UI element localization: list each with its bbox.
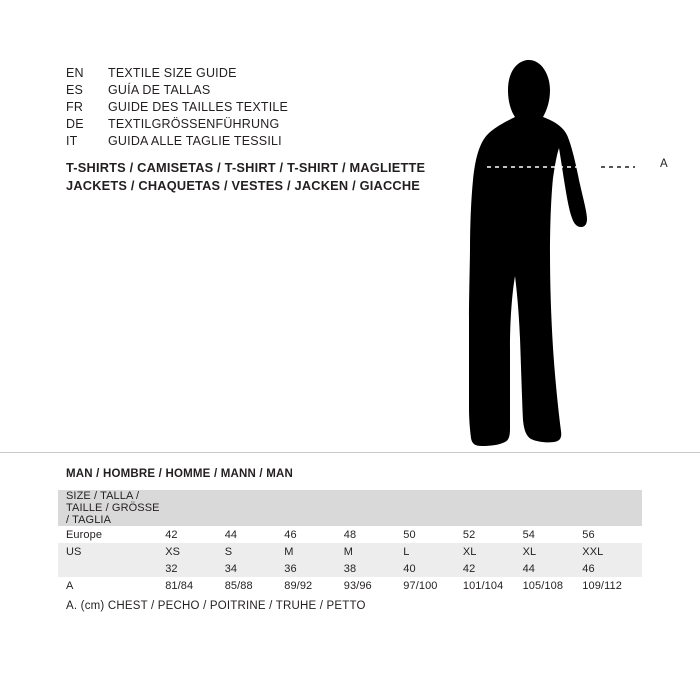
table-footnote: A. (cm) CHEST / PECHO / POITRINE / TRUHE / PETTO	[66, 600, 366, 612]
table-header-spacer	[284, 490, 344, 526]
row-value: 81/84	[165, 577, 225, 594]
language-row	[66, 133, 486, 150]
row-value: 97/100	[403, 577, 463, 594]
table-header-spacer	[523, 490, 583, 526]
size-table	[58, 490, 642, 594]
table-row	[58, 526, 642, 543]
chest-measure-line	[485, 161, 665, 173]
row-value: 52	[463, 526, 523, 543]
body-silhouette-figure	[455, 48, 675, 453]
table-row	[58, 577, 642, 594]
garment-line-jackets: JACKETS / CHAQUETAS / VESTES / JACKEN / GIACCHE	[66, 178, 421, 193]
table-header-spacer	[225, 490, 285, 526]
row-value: 50	[403, 526, 463, 543]
table-header-spacer	[463, 490, 523, 526]
language-row	[66, 65, 486, 82]
garment-headings	[66, 159, 496, 195]
row-value: 34	[225, 560, 285, 577]
table-row	[58, 543, 642, 560]
row-value: XL	[523, 543, 583, 560]
language-text: GUÍA DE TALLAS	[108, 83, 211, 97]
language-text: GUIDA ALLE TAGLIE TESSILI	[108, 134, 282, 148]
row-value: 32	[165, 560, 225, 577]
row-value: 101/104	[463, 577, 523, 594]
row-value: S	[225, 543, 285, 560]
row-value: XS	[165, 543, 225, 560]
male-silhouette-icon	[455, 48, 675, 453]
language-code: DE	[66, 117, 84, 131]
row-value: 36	[284, 560, 344, 577]
language-list	[66, 65, 486, 150]
section-divider	[0, 452, 700, 453]
table-header-spacer	[403, 490, 463, 526]
language-code: FR	[66, 100, 84, 114]
language-row	[66, 82, 486, 99]
language-row	[66, 99, 486, 116]
row-value: 89/92	[284, 577, 344, 594]
row-value: 42	[463, 560, 523, 577]
garment-line-tshirts: T-SHIRTS / CAMISETAS / T-SHIRT / T-SHIRT / MAGLIETTE	[66, 160, 426, 175]
row-value: 40	[403, 560, 463, 577]
row-value: 85/88	[225, 577, 285, 594]
table-title: MAN / HOMBRE / HOMME / MANN / MAN	[66, 468, 294, 480]
row-label: A	[58, 577, 165, 594]
row-value: 54	[523, 526, 583, 543]
row-label: US	[58, 543, 165, 560]
table-row	[58, 560, 642, 577]
row-value: M	[284, 543, 344, 560]
table-header-spacer	[582, 490, 642, 526]
row-label: Europe	[58, 526, 165, 543]
table-header-label: SIZE / TALLA / TAILLE / GRÖSSE / TAGLIA	[58, 490, 165, 526]
row-value: 46	[582, 560, 642, 577]
row-value: 46	[284, 526, 344, 543]
row-value: 44	[523, 560, 583, 577]
row-value: 44	[225, 526, 285, 543]
row-value: 48	[344, 526, 404, 543]
row-value: 109/112	[582, 577, 642, 594]
row-value: 38	[344, 560, 404, 577]
row-value: 93/96	[344, 577, 404, 594]
row-value: XXL	[582, 543, 642, 560]
table-header-spacer	[344, 490, 404, 526]
language-text: GUIDE DES TAILLES TEXTILE	[108, 100, 289, 114]
language-text: TEXTILGRÖSSENFÜHRUNG	[108, 117, 280, 131]
language-row	[66, 116, 486, 133]
row-value: 105/108	[523, 577, 583, 594]
language-code: IT	[66, 134, 78, 148]
row-label	[58, 560, 165, 577]
language-code: EN	[66, 66, 84, 80]
measure-label-a: A	[660, 158, 668, 170]
row-value: XL	[463, 543, 523, 560]
row-value: 42	[165, 526, 225, 543]
row-value: M	[344, 543, 404, 560]
language-text: TEXTILE SIZE GUIDE	[108, 66, 237, 80]
language-code: ES	[66, 83, 84, 97]
table-header-spacer	[165, 490, 225, 526]
table-header-row	[58, 490, 642, 526]
row-value: L	[403, 543, 463, 560]
row-value: 56	[582, 526, 642, 543]
